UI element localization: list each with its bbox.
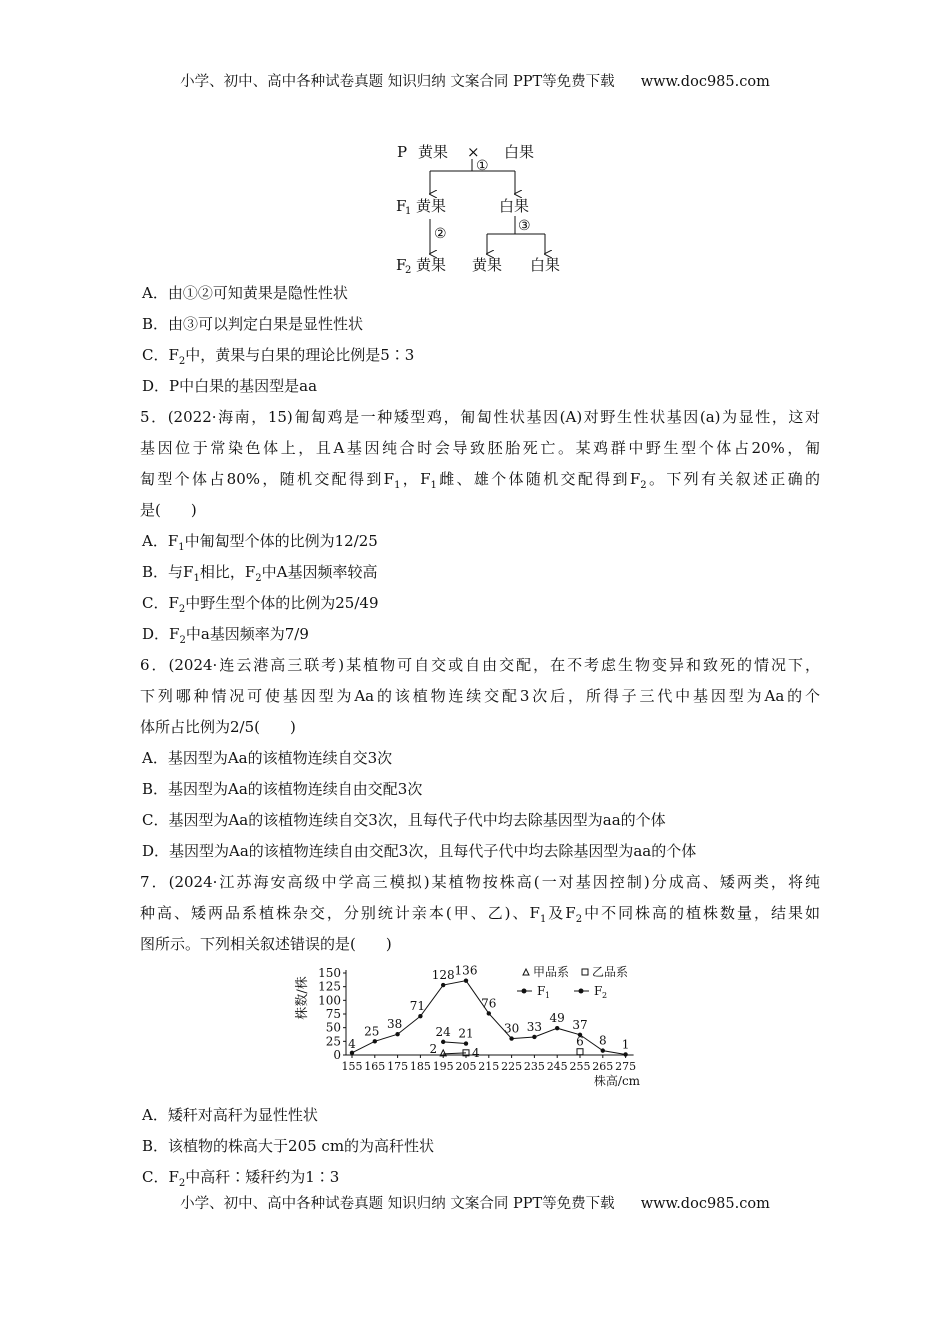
header-text: 小学、初中、高中各种试卷真题 知识归纳 文案合同 PPT等免费下载 xyxy=(180,74,615,90)
q5-option-a xyxy=(140,526,820,557)
question-7-options xyxy=(140,1100,820,1193)
subscript: 2 xyxy=(178,1178,186,1189)
f2-data-point xyxy=(487,1011,491,1015)
y-tick-label: 0 xyxy=(333,1048,341,1062)
q5-stem-line-2: 基因位于常染色体上，且A基因纯合时会导致胚胎死亡。某鸡群中野生型个体占20%，匍 xyxy=(140,439,820,457)
f2-data-label: 136 xyxy=(454,963,478,978)
x-tick-label: 195 xyxy=(432,1060,454,1073)
text: D．F xyxy=(142,625,180,643)
f2-data-point xyxy=(395,1032,399,1036)
q7-option-b: B．该植物的株高大于205 cm的为高秆性状 xyxy=(142,1137,435,1155)
f2-phenotype-a: 黄果 xyxy=(416,256,447,274)
text: 中匍匐型个体的比例为12/25 xyxy=(184,532,378,550)
subscript: 2 xyxy=(179,635,186,646)
f2-data-label: 49 xyxy=(549,1011,565,1026)
f2-data-point xyxy=(509,1036,513,1040)
chart-y-axis-label: 株数/株 xyxy=(295,976,310,1020)
x-tick-label: 165 xyxy=(364,1060,386,1073)
f2-data-label: 71 xyxy=(409,999,426,1014)
step-1-label: ① xyxy=(476,158,489,174)
subscript: 1 xyxy=(430,480,437,491)
text: 雌、雄个体随机交配得到F xyxy=(436,470,641,488)
x-tick-label: 275 xyxy=(615,1060,637,1073)
footer-url[interactable]: www.doc985.com xyxy=(640,1196,770,1212)
legend-yi-marker xyxy=(582,969,588,975)
f2-data-label: 33 xyxy=(526,1019,543,1034)
subscript: 1 xyxy=(539,914,547,925)
q6-stem-line-3: 体所占比例为2/5( ) xyxy=(140,718,296,736)
f2-data-label: 37 xyxy=(572,1017,588,1032)
p-right-phenotype: 白果 xyxy=(504,143,535,161)
x-tick-label: 205 xyxy=(455,1060,477,1073)
legend-f1-label: F xyxy=(537,984,546,998)
q5-option-c xyxy=(140,588,820,619)
text: 中A基因频率较高 xyxy=(261,563,378,581)
y-tick-label: 125 xyxy=(318,979,341,994)
text: C．F xyxy=(142,594,179,612)
subscript: 2 xyxy=(255,573,262,584)
text: A．F xyxy=(142,532,179,550)
f2-label: F xyxy=(396,256,407,274)
q7-option-c xyxy=(140,1162,820,1193)
text: 及F xyxy=(546,904,576,922)
f2-data-label: 1 xyxy=(621,1037,630,1052)
x-tick-label: 215 xyxy=(478,1060,500,1073)
step-2-label: ② xyxy=(434,226,447,242)
y-tick-label: 75 xyxy=(325,1007,341,1021)
p-label: P xyxy=(397,143,408,161)
q5-option-b xyxy=(140,557,820,588)
text: 中a基因频率为7/9 xyxy=(185,625,309,643)
legend-yi-label: 乙品系 xyxy=(592,965,629,979)
f2-data-point xyxy=(532,1035,536,1039)
cross-diagram xyxy=(0,0,950,290)
f1-left-phenotype: 黄果 xyxy=(416,197,447,215)
q5-stem-line-1: 5．(2022·海南，15)匍匐鸡是一种矮型鸡，匍匐性状基因(A)对野生性状基因(a)为显性，这对 xyxy=(140,408,820,426)
f2-data-label: 38 xyxy=(386,1017,403,1032)
text: 中，黄果与白果的理论比例是5∶3 xyxy=(185,346,415,364)
f2-data-point xyxy=(373,1039,377,1043)
subscript: 2 xyxy=(640,480,647,491)
text: 种高、矮两品系植株杂交，分别统计亲本(甲、乙)、F xyxy=(140,904,540,922)
x-tick-label: 225 xyxy=(501,1060,523,1073)
f2-data-label: 30 xyxy=(503,1021,520,1036)
y-tick-label: 25 xyxy=(325,1034,341,1049)
legend-f2-label: F xyxy=(594,984,603,998)
f1-data-point xyxy=(464,1041,468,1045)
q4-option-b: B．由③可以判定白果是显性性状 xyxy=(142,315,364,333)
f2-data-label: 4 xyxy=(348,1036,356,1051)
x-tick-label: 245 xyxy=(546,1060,568,1073)
y-tick-label: 100 xyxy=(318,993,341,1008)
x-tick-label: 155 xyxy=(341,1060,363,1073)
legend-f1-subscript: 1 xyxy=(545,991,551,1000)
f2-data-point xyxy=(350,1051,354,1055)
x-tick-label: 255 xyxy=(569,1060,591,1073)
q4-option-d: D．P中白果的基因型是aa xyxy=(142,377,318,395)
f2-phenotype-b: 黄果 xyxy=(472,256,503,274)
f2-data-point xyxy=(623,1052,627,1056)
yi-data-point xyxy=(577,1049,583,1055)
q6-option-c: C．基因型为Aa的该植物连续自交3次，且每代子代中均去除基因型为aa的个体 xyxy=(142,811,666,829)
text: 中高秆∶矮秆约为1∶3 xyxy=(185,1168,340,1186)
footer-text: 小学、初中、高中各种试卷真题 知识归纳 文案合同 PPT等免费下载 xyxy=(180,1196,615,1212)
question-body xyxy=(140,278,820,960)
q7-stem-line-3: 图所示。下列相关叙述错误的是( ) xyxy=(140,935,392,953)
page-footer xyxy=(0,1192,950,1213)
text: 中野生型个体的比例为25/49 xyxy=(185,594,379,612)
yi-data-label: 6 xyxy=(576,1034,584,1049)
f1-series-line xyxy=(443,1042,466,1044)
q6-option-a: A．基因型为Aa的该植物连续自交3次 xyxy=(142,749,393,767)
x-tick-label: 265 xyxy=(592,1060,614,1073)
f1-data-label: 24 xyxy=(435,1024,451,1039)
q7-stem-line-1: 7．(2024·江苏海安高级中学高三模拟)某植物按株高(一对基因控制)分成高、矮两类，将纯 xyxy=(140,873,820,891)
legend-f2-marker xyxy=(579,989,584,994)
f2-data-point xyxy=(555,1026,559,1030)
q4-option-a: A．由①②可知黄果是隐性性状 xyxy=(142,284,348,302)
f2-data-label: 25 xyxy=(364,1024,380,1039)
f2-data-point xyxy=(601,1048,605,1052)
text: C．F xyxy=(142,346,179,364)
text: 中不同株高的植株数量，结果如 xyxy=(582,904,820,922)
f2-subscript: 2 xyxy=(405,265,412,276)
legend-f1-marker xyxy=(522,989,527,994)
subscript: 2 xyxy=(575,914,583,925)
f2-data-label: 128 xyxy=(431,968,455,983)
chart-x-axis-label: 株高/cm xyxy=(593,1074,641,1088)
f2-data-point xyxy=(441,983,445,987)
p-left-phenotype: 黄果 xyxy=(418,143,449,161)
legend-jia-marker xyxy=(523,969,529,975)
f1-subscript: 1 xyxy=(405,206,412,217)
f2-data-label: 8 xyxy=(598,1033,607,1048)
q5-option-d xyxy=(140,619,820,650)
x-tick-label: 235 xyxy=(523,1060,545,1073)
legend-f2-subscript: 2 xyxy=(602,991,608,1000)
text: 相比，F xyxy=(199,563,256,581)
f1-data-point xyxy=(441,1040,445,1044)
q6-stem-line-1: 6．(2024·连云港高三联考)某植物可自交或自由交配，在不考虑生物变异和致死的情况下， xyxy=(140,656,820,674)
q5-stem-line-4: 是( ) xyxy=(140,501,197,519)
plant-height-chart xyxy=(292,958,662,1088)
q5-stem-line-3 xyxy=(140,464,820,495)
q7-stem-line-2 xyxy=(140,898,820,929)
text: 。下列有关叙述正确的 xyxy=(646,470,820,488)
y-tick-label: 50 xyxy=(325,1020,341,1035)
subscript: 2 xyxy=(178,604,186,615)
legend-jia-label: 甲品系 xyxy=(533,965,570,979)
y-tick-label: 150 xyxy=(318,966,341,980)
f2-data-label: 76 xyxy=(481,996,497,1011)
f1-data-label: 21 xyxy=(458,1026,474,1041)
yi-data-label: 4 xyxy=(472,1045,480,1060)
q4-option-c xyxy=(140,340,820,371)
q6-stem-line-2: 下列哪种情况可使基因型为Aa的该植物连续交配3次后，所得子三代中基因型为Aa的个 xyxy=(140,687,820,705)
f2-phenotype-c: 白果 xyxy=(530,256,561,274)
text: B．与F xyxy=(142,563,194,581)
f2-data-point xyxy=(418,1014,422,1018)
jia-data-label: 2 xyxy=(429,1041,438,1056)
text: 匐型个体占80%，随机交配得到F xyxy=(140,470,395,488)
text: C．F xyxy=(142,1168,179,1186)
header-url[interactable]: www.doc985.com xyxy=(640,74,770,90)
q7-option-a: A．矮秆对高秆为显性性状 xyxy=(142,1106,318,1124)
q6-option-b: B．基因型为Aa的该植物连续自由交配3次 xyxy=(142,780,423,798)
f1-right-phenotype: 白果 xyxy=(499,197,530,215)
x-tick-label: 175 xyxy=(387,1060,409,1073)
cross-symbol: × xyxy=(467,143,480,161)
subscript: 1 xyxy=(193,573,200,584)
x-tick-label: 185 xyxy=(409,1060,431,1073)
f1-label: F xyxy=(396,197,407,215)
subscript: 1 xyxy=(178,542,185,553)
subscript: 2 xyxy=(178,356,186,367)
q6-option-d: D．基因型为Aa的该植物连续自由交配3次，且每代子代中均去除基因型为aa的个体 xyxy=(142,842,697,860)
f2-data-point xyxy=(464,978,468,982)
subscript: 1 xyxy=(394,480,401,491)
step-3-label: ③ xyxy=(518,218,531,234)
text: ，F xyxy=(400,470,431,488)
